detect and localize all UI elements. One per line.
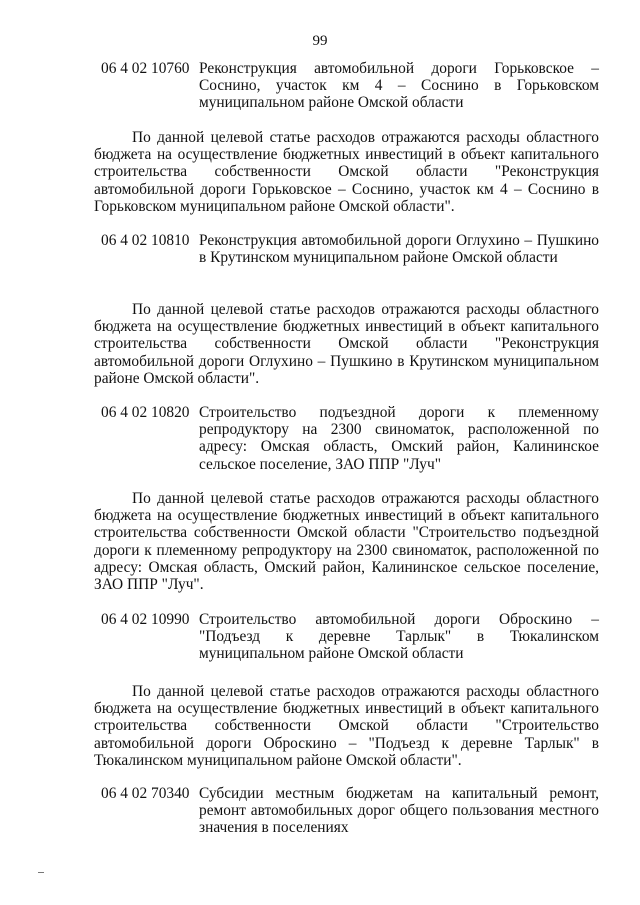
item-description — [94, 490, 599, 593]
item-title: Строительство автомобильной дороги Оброскино – "Подъезд к деревне Тарлык" в Тюкалинском муниципальном районе Омской области — [199, 611, 599, 663]
item-description-text: По данной целевой статье расходов отражаются расходы областного бюджета на осуществление бюджетных инвестиций в объект капитального строительства собственности Омской области "Реконструкция автомобильной дороги Оглухино – Пушкино в Крутинском муниципальном районе Омской области". — [94, 301, 599, 387]
item-title: Субсидии местным бюджетам на капитальный ремонт, ремонт автомобильных дорог общего пользования местного значения в поселениях — [199, 785, 599, 837]
item-description — [94, 683, 599, 769]
item-description-text: По данной целевой статье расходов отражаются расходы областного бюджета на осуществление бюджетных инвестиций в объект капитального строительства собственности Омской области "Строительство автомобильной дороги Оброскино – "Подъезд к деревне Тарлык" в Тюкалинском муниципальном районе Омской области". — [94, 683, 599, 769]
item-title: Реконструкция автомобильной дороги Горьковское – Соснино, участок км 4 – Соснино в Горьковском муниципальном районе Омской области — [199, 60, 599, 112]
item-code: 06 4 02 10990 — [101, 611, 190, 628]
page-number: 99 — [312, 33, 328, 49]
item-code: 06 4 02 70340 — [101, 785, 190, 802]
item-title: Реконструкция автомобильной дороги Оглухино – Пушкино в Крутинском муниципальном районе Омской области — [199, 232, 599, 267]
item-description — [94, 301, 599, 387]
margin-mark — [38, 872, 44, 873]
item-code: 06 4 02 10760 — [101, 60, 190, 77]
item-description-text: По данной целевой статье расходов отражаются расходы областного бюджета на осуществление бюджетных инвестиций в объект капитального строительства собственности Омской области "Реконструкция автомобильной дороги Горьковское – Соснино, участок км 4 – Соснино в Горьковском муниципальном районе Омской области". — [94, 129, 599, 215]
item-code: 06 4 02 10810 — [101, 232, 190, 249]
item-description-text: По данной целевой статье расходов отражаются расходы областного бюджета на осуществление бюджетных инвестиций в объект капитального строительства собственности Омской области "Строительство подъездной дороги к племенному репродуктору на 2300 свиноматок, расположенной по адресу: Омская область, Омский район, Калининское сельское поселение, ЗАО ППР "Луч". — [94, 490, 599, 594]
item-code: 06 4 02 10820 — [101, 404, 190, 421]
item-title: Строительство подъездной дороги к племенному репродуктору на 2300 свиноматок, расположенной по адресу: Омская область, Омский район, Калининское сельское поселение, ЗАО ППР "Луч" — [199, 404, 599, 473]
item-description — [94, 129, 599, 215]
